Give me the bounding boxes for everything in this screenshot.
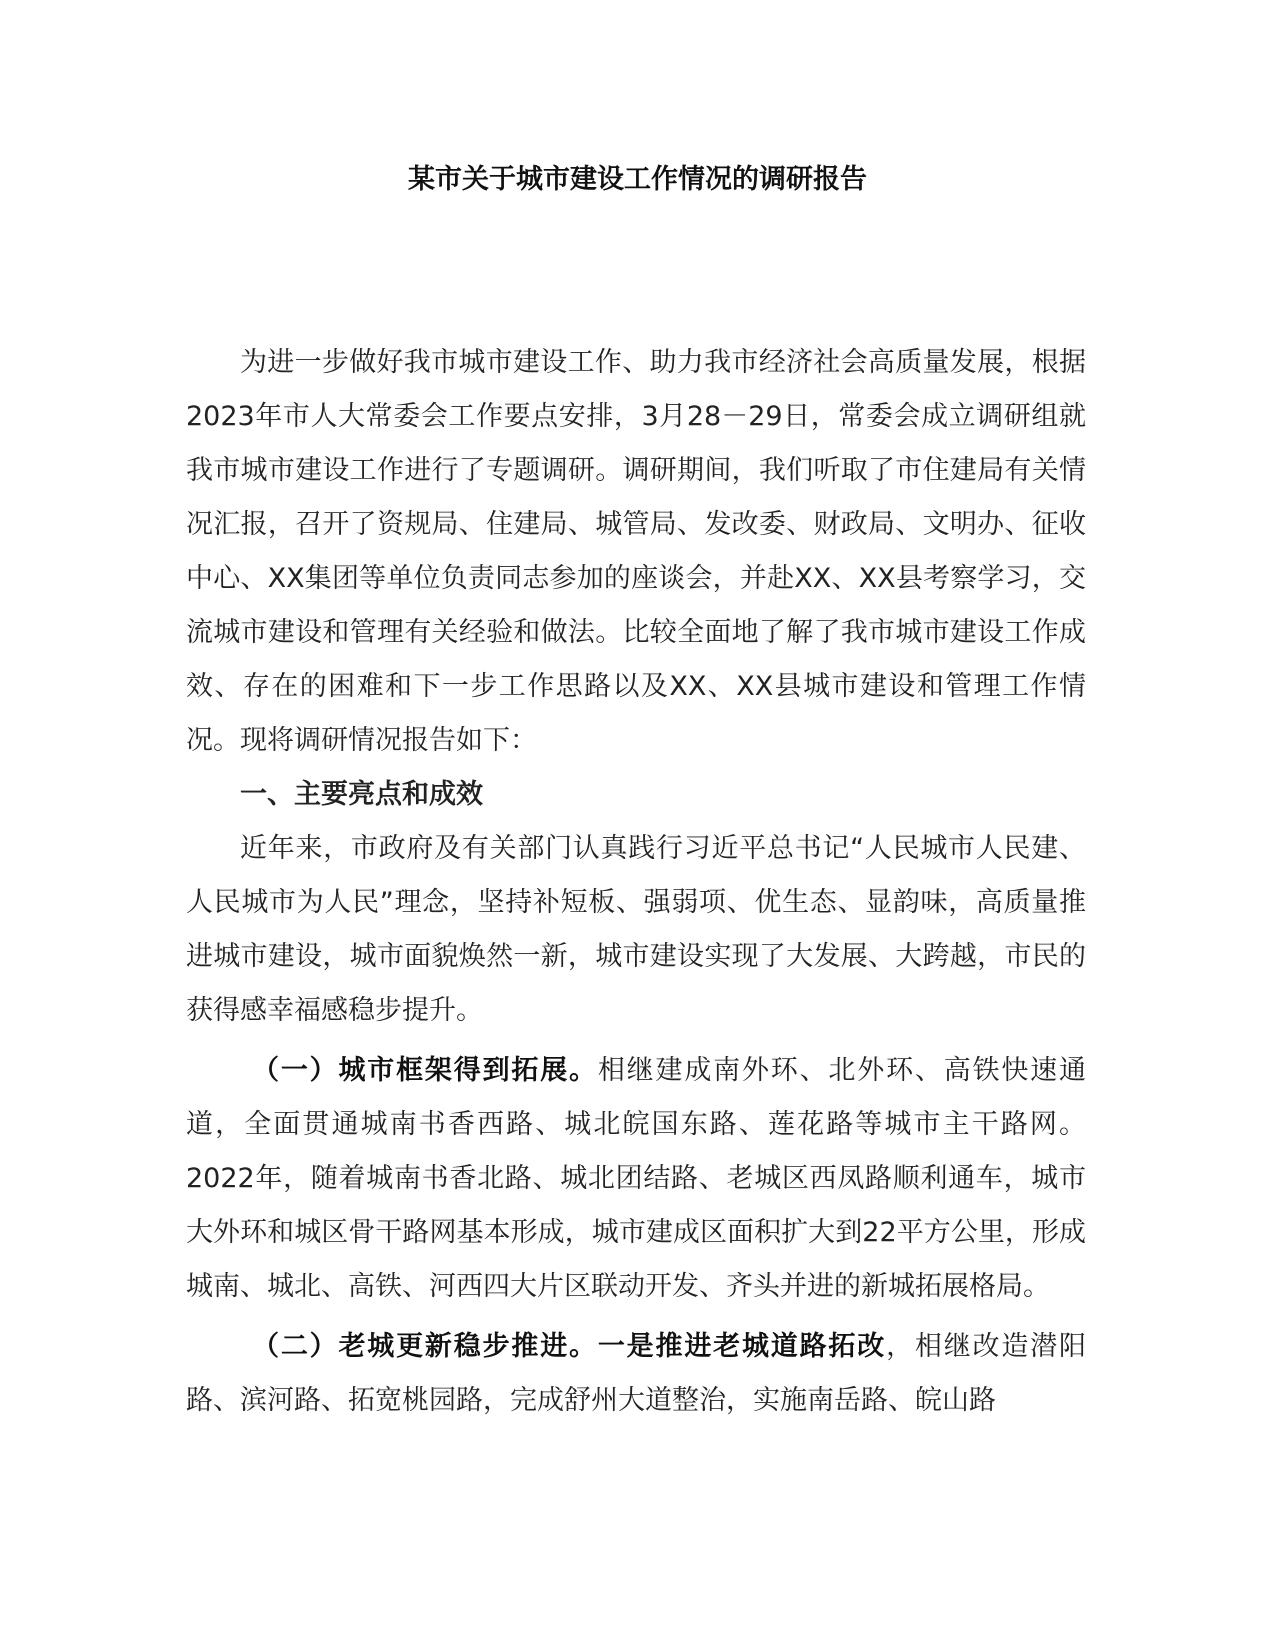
document-title: 某市关于城市建设工作情况的调研报告 (408, 164, 867, 195)
item-paragraph-1 (186, 1044, 1086, 1314)
item-paragraph-2 (186, 1320, 1086, 1428)
item-label-2: （二）老城更新稳步推进。 (252, 1331, 598, 1362)
item-label-1: （一）城市框架得到拓展。 (252, 1055, 598, 1086)
item-text-2: ，相继改造潜阳路、滨河路、拓宽桃园路，完成舒州大道整治，实施南岳路、皖山路 (186, 1331, 1087, 1416)
section-intro-paragraph: 近年来，市政府及有关部门认真践行习近平总书记“人民城市人民建、人民城市为人民”理念，坚持补短板、强弱项、优生态、显韵味，高质量推进城市建设，城市面貌焕然一新，城市建设实现了大发展、大跨越，市民的获得感幸福感稳步提升。 (186, 833, 1086, 1026)
item-text-1: 相继建成南外环、北外环、高铁快速通道，全面贯通城南书香西路、城北皖国东路、莲花路等城市主干路网。2022年，随着城南书香北路、城北团结路、老城区西凤路顺利通车，城市大外环和城区骨干路网基本形成，城市建成区面积扩大到22平方公里，形成城南、城北、高铁、河西四大片区联动开发、齐头并进的新城拓展格局。 (186, 1055, 1087, 1302)
section-heading: 一、主要亮点和成效 (240, 779, 483, 810)
item-sub-label-2: 一是推进老城道路拓改 (597, 1331, 887, 1362)
intro-paragraph: 为进一步做好我市城市建设工作、助力我市经济社会高质量发展，根据2023年市人大常委会工作要点安排，3月28－29日，常委会成立调研组就我市城市建设工作进行了专题调研。调研期间，我们听取了市住建局有关情况汇报，召开了资规局、住建局、城管局、发改委、财政局、文明办、征收中心、XX集团等单位负责同志参加的座谈会，并赴XX、XX县考察学习，交流城市建设和管理有关经验和做法。比较全面地了解了我市城市建设工作成效、存在的困难和下一步工作思路以及XX、XX县城市建设和管理工作情况。现将调研情况报告如下： (186, 347, 1086, 756)
document-body (186, 336, 1086, 1428)
